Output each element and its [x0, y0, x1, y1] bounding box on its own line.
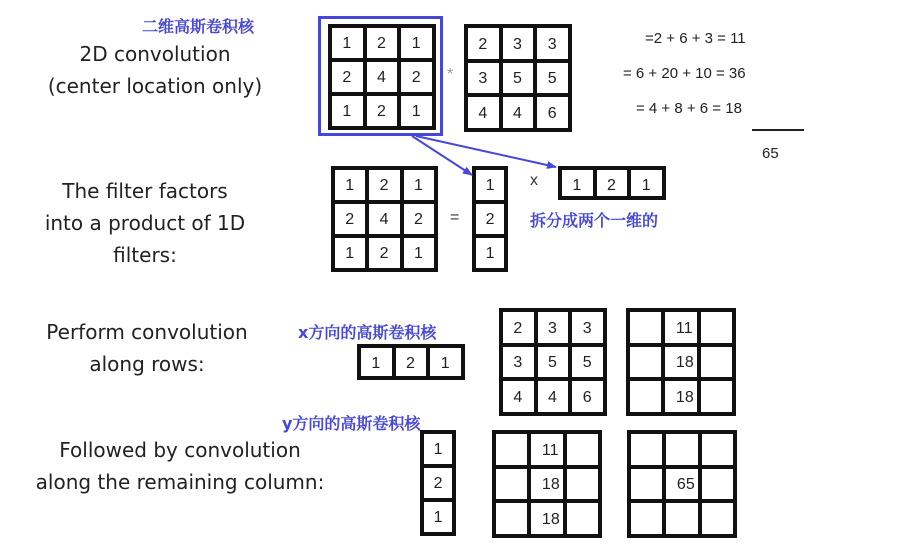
matrix-cell: 4: [365, 60, 400, 94]
matrix-cell: 1: [399, 94, 434, 128]
matrix-cell: 1: [333, 168, 367, 202]
matrix-cell: 2: [394, 346, 429, 378]
matrix-cell: 2: [365, 26, 400, 60]
row3-label-line1: Perform convolution: [46, 320, 248, 344]
convolution-symbol: *: [447, 66, 454, 83]
equals-symbol: =: [450, 209, 460, 226]
matrix-cell: 18: [663, 379, 698, 414]
note-y-gaussian: y方向的高斯卷积核: [282, 414, 421, 433]
matrix-cell: 2: [595, 168, 630, 198]
note-x-gaussian: x方向的高斯卷积核: [298, 323, 437, 342]
matrix-cell: 11: [529, 432, 564, 467]
calc-line-1: =2 + 6 + 3 = 11: [645, 30, 746, 47]
matrix-cell: 2: [330, 60, 365, 94]
matrix-cell: 18: [529, 501, 564, 536]
row1-label-line2: (center location only): [47, 74, 263, 98]
row2-label-line1: The filter factors: [62, 179, 228, 203]
matrix-cell: 4: [501, 95, 536, 130]
matrix-cell: 1: [402, 168, 436, 202]
calc-total: 65: [762, 145, 779, 162]
calc-line-3: = 4 + 8 + 6 = 18: [636, 100, 742, 117]
matrix-cell: 5: [535, 61, 570, 96]
matrix-cell: 11: [663, 310, 698, 345]
matrix-cell: 1: [333, 236, 367, 270]
matrix-cell: 2: [466, 26, 501, 61]
matrix-cell: 1: [399, 26, 434, 60]
times-symbol: x: [530, 172, 538, 189]
matrix-cell: 4: [501, 379, 536, 414]
matrix-cell: 1: [330, 26, 365, 60]
matrix-cell: 1: [428, 346, 463, 378]
matrix-cell: 3: [536, 310, 571, 345]
matrix-cell: 3: [535, 26, 570, 61]
matrix-cell: 4: [536, 379, 571, 414]
row4-label-line2: along the remaining column:: [35, 470, 325, 494]
row1-label-line1: 2D convolution: [79, 42, 231, 66]
matrix-cell: 2: [367, 236, 401, 270]
matrix-cell: 3: [501, 345, 536, 380]
matrix-cell: 1: [359, 346, 394, 378]
matrix-cell: 5: [501, 61, 536, 96]
matrix-cell: 6: [570, 379, 605, 414]
calc-line-2: = 6 + 20 + 10 = 36: [623, 65, 746, 82]
matrix-cell: 2: [402, 202, 436, 236]
matrix-cell: 1: [474, 168, 506, 202]
matrix-cell: 2: [367, 168, 401, 202]
matrix-cell: 5: [536, 345, 571, 380]
matrix-cell: 18: [663, 345, 698, 380]
matrix-cell: 1: [629, 168, 664, 198]
matrix-cell: 4: [367, 202, 401, 236]
matrix-cell: 3: [570, 310, 605, 345]
matrix-cell: 1: [422, 432, 454, 466]
matrix-cell: 3: [501, 26, 536, 61]
matrix-cell: 2: [474, 202, 506, 236]
note-split: 拆分成两个一维的: [530, 211, 659, 230]
matrix-cell: 2: [333, 202, 367, 236]
matrix-cell: 2: [422, 466, 454, 500]
row2-label-line2: into a product of 1D: [44, 211, 246, 235]
note-gaussian-2d: 二维高斯卷积核: [142, 17, 255, 36]
row4-label-line1: Followed by convolution: [59, 438, 301, 462]
matrix-cell: 3: [466, 61, 501, 96]
matrix-cell: 6: [535, 95, 570, 130]
matrix-cell: 1: [402, 236, 436, 270]
matrix-cell: 2: [365, 94, 400, 128]
matrix-cell: 65: [664, 467, 699, 502]
row2-label-line3: filters:: [113, 243, 177, 267]
matrix-cell: 1: [422, 500, 454, 534]
matrix-cell: 1: [330, 94, 365, 128]
matrix-cell: 1: [560, 168, 595, 198]
matrix-cell: 18: [529, 467, 564, 502]
matrix-cell: 1: [474, 236, 506, 270]
row3-label-line2: along rows:: [89, 352, 205, 376]
matrix-cell: 2: [501, 310, 536, 345]
matrix-cell: 2: [399, 60, 434, 94]
matrix-cell: 5: [570, 345, 605, 380]
matrix-cell: 4: [466, 95, 501, 130]
